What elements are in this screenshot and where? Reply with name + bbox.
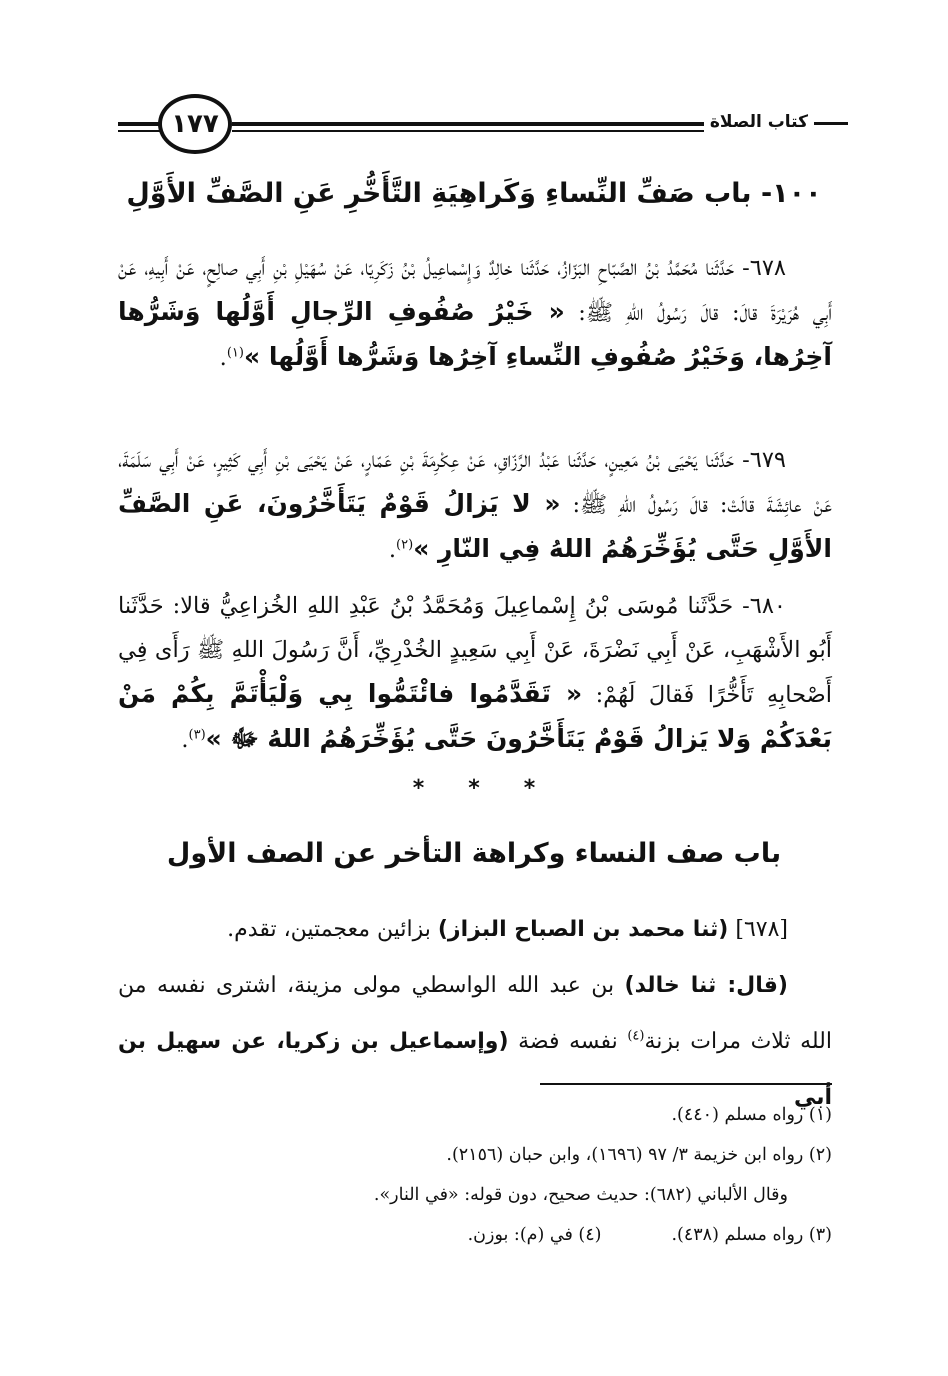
commentary-section-title: باب صف النساء وكراهة التأخر عن الصف الأول bbox=[166, 838, 782, 869]
hadith-678 bbox=[118, 246, 832, 380]
chapter-title: ١٠٠- باب صَفِّ النِّساءِ وَكَراهِيَةِ التَّأَخُّرِ عَنِ الصَّفِّ الأَوَّلِ bbox=[126, 178, 822, 209]
page-number-badge bbox=[158, 94, 232, 154]
hadith-679-isnad: ٦٧٩- حَدَّثَنا يَحْيَى بْنُ مَعِينٍ، حَدَّثَنا عَبْدُ الرَّزّاقِ، عَنْ عِكْرِمَةَ بْنِ عَمّارٍ، عَنْ يَحْيَى بْنِ أَبِي كَثِيرٍ، عَنْ أَبِي سَلَمَةَ، عَنْ عائِشَةَ قالَتْ: قالَ رَسُولُ اللهِ ﷺ: bbox=[118, 447, 832, 518]
footnote-ref-2: (٢) bbox=[396, 537, 414, 553]
header-rule-main bbox=[232, 122, 704, 126]
header-rule-main-thin bbox=[232, 130, 704, 132]
hadith-678-matn: « خَيْرُ صُفُوفِ الرِّجالِ أَوَّلُها وَشَرُّها آخِرُها، وَخَيْرُ صُفُوفِ النِّساءِ آخِرُها وَشَرُّها أَوَّلُها » bbox=[118, 297, 832, 371]
footnote-ref-3: (٣) bbox=[188, 727, 206, 743]
page-number: ١٧٧ bbox=[171, 109, 219, 139]
hadith-680-matn: « تَقَدَّمُوا فائْتَمُّوا بِي وَلْيَأْتَمَّ بِكُمْ مَنْ بَعْدَكُمْ وَلا يَزالُ قَوْمٌ يَتَأَخَّرُونَ حَتَّى يُؤَخِّرَهُمُ اللهُ ﷻ » bbox=[118, 679, 832, 753]
footnote-divider bbox=[540, 1083, 832, 1085]
footnote-ref-1: (١) bbox=[226, 345, 244, 361]
header-rule-left bbox=[118, 122, 160, 126]
hadith-680-isnad: ٦٨٠- حَدَّثَنا مُوسَى بْنُ إِسْماعِيلَ وَمُحَمَّدُ بْنُ عَبْدِ اللهِ الخُزاعِيُّ قالا: حَدَّثَنا أَبُو الأَشْهَبِ، عَنْ أَبِي نَضْرَةَ، عَنْ أَبِي سَعِيدٍ الخُدْرِيِّ، أَنَّ رَسُولَ اللهِ ﷺ رَأَى فِي أَصْحابِهِ تَأَخُّرًا فَقالَ لَهُمْ: bbox=[118, 593, 832, 708]
commentary-number: [٦٧٨] bbox=[728, 917, 788, 942]
commentary-quote: (ثنا محمد بن الصباح البزاز) bbox=[437, 917, 729, 942]
book-title: كتاب الصلاة bbox=[709, 112, 808, 132]
footnote-3-4-line bbox=[118, 1216, 832, 1256]
hadith-679 bbox=[118, 438, 832, 572]
hadith-680 bbox=[118, 584, 832, 762]
footnotes bbox=[118, 1096, 832, 1256]
hadith-679-matn: « لا يَزالُ قَوْمٌ يَتَأَخَّرُونَ، عَنِ الصَّفِّ الأَوَّلِ حَتَّى يُؤَخِّرَهُمُ اللهُ فِي النّارِ » bbox=[118, 489, 832, 563]
section-separator bbox=[0, 775, 948, 801]
footnote-4: (٤) في (م): بوزن. bbox=[467, 1225, 602, 1245]
footnote-2-note: وقال الألباني (٦٨٢): حديث صحيح، دون قوله: «في النار». bbox=[373, 1185, 788, 1205]
commentary-text: نفسه فضة bbox=[508, 1029, 628, 1054]
header-rule-left-thin bbox=[118, 130, 160, 132]
commentary-text: بن عبد الله الواسطي مولى مزينة، اشترى نفسه من الله ثلاث مرات بزنة bbox=[118, 973, 832, 1054]
book-title-dash bbox=[814, 122, 848, 125]
hadith-680-end: . bbox=[181, 727, 189, 753]
commentary bbox=[118, 902, 832, 1126]
footnote-1: (١) رواه مسلم (٤٤٠). bbox=[671, 1105, 832, 1125]
hadith-678-isnad: ٦٧٨- حَدَّثَنا مُحَمَّدُ بْنُ الصَّبّاحِ البَزّازُ، حَدَّثَنا خالِدٌ وَإِسْماعِيلُ بْنُ زَكَرِيّا، عَنْ سُهَيْلِ بْنِ أَبِي صالِحٍ، عَنْ أَبِيهِ، عَنْ أَبِي هُرَيْرَةَ قالَ: قالَ رَسُولُ اللهِ ﷺ: bbox=[118, 255, 832, 326]
separator-star: * bbox=[523, 776, 536, 801]
commentary-quote: (قال: ثنا خالد) bbox=[624, 973, 788, 998]
footnote-3: (٣) رواه مسلم (٤٣٨). bbox=[671, 1225, 832, 1245]
footnote-ref-4: (٤) bbox=[627, 1028, 645, 1044]
commentary-quote: (وإسماعيل بن زكريا، عن سهيل بن أبي bbox=[118, 1029, 832, 1110]
footnote-2: (٢) رواه ابن خزيمة ٣/ ٩٧ (١٦٩٦)، وابن حبان (٢١٥٦). bbox=[446, 1145, 832, 1165]
hadith-678-end: . bbox=[219, 345, 227, 371]
hadith-679-end: . bbox=[388, 537, 397, 563]
commentary-paragraph-1 bbox=[118, 902, 832, 958]
separator-star: * bbox=[412, 776, 425, 801]
separator-star: * bbox=[468, 776, 480, 801]
commentary-text: بزائين معجمتين، تقدم. bbox=[227, 917, 438, 942]
